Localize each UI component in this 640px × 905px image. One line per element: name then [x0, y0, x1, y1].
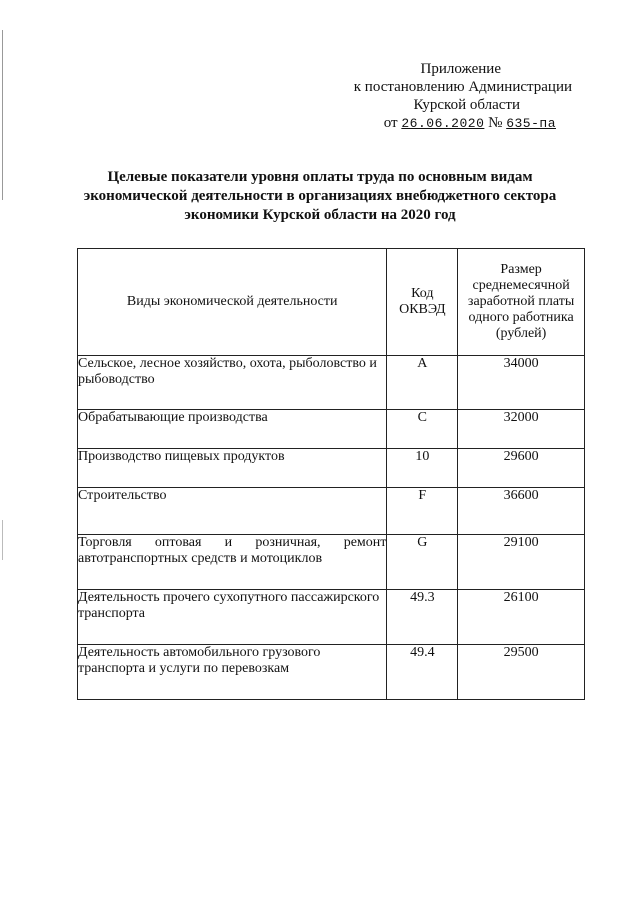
scan-edge-mark — [2, 30, 3, 200]
salary-cell: 32000 — [458, 410, 585, 449]
date-prefix: от — [383, 115, 398, 131]
activity-cell: Деятельность автомобильного грузового транспорта и услуги по перевозкам — [78, 645, 387, 700]
approval-line: Приложение — [420, 61, 501, 77]
header-activity: Виды экономической деятельности — [78, 249, 387, 356]
title-line: экономической деятельности в организациях внебюджетного сектора — [83, 188, 557, 204]
title-line: Целевые показатели уровня оплаты труда по основным видам — [107, 169, 533, 185]
salary-cell: 36600 — [458, 488, 585, 535]
code-cell: G — [387, 535, 458, 590]
activity-cell: Производство пищевых продуктов — [78, 449, 387, 488]
code-cell: C — [387, 410, 458, 449]
number-prefix: № — [488, 115, 503, 131]
code-cell: A — [387, 356, 458, 410]
table-row — [78, 410, 585, 449]
approval-block — [330, 60, 590, 133]
approval-date: 26.06.2020 — [401, 116, 485, 131]
activity-cell: Обрабатывающие производства — [78, 410, 387, 449]
salary-cell: 29100 — [458, 535, 585, 590]
table-row — [78, 535, 585, 590]
header-salary: Размер среднемесячной заработной платы одного работника (рублей) — [458, 249, 585, 356]
code-cell: 49.3 — [387, 590, 458, 645]
title-line: экономики Курской области на 2020 год — [184, 207, 456, 223]
activity-cell: Сельское, лесное хозяйство, охота, рыболовство и рыбоводство — [78, 356, 387, 410]
salary-targets-table — [77, 248, 585, 700]
table-row — [78, 590, 585, 645]
activity-cell: Деятельность прочего сухопутного пассажирского транспорта — [78, 590, 387, 645]
table-row — [78, 356, 585, 410]
table-row — [78, 645, 585, 700]
code-cell: 10 — [387, 449, 458, 488]
table-row — [78, 488, 585, 535]
code-cell: F — [387, 488, 458, 535]
salary-cell: 26100 — [458, 590, 585, 645]
approval-number: 635-па — [506, 116, 556, 131]
approval-line: к постановлению Администрации — [353, 79, 572, 95]
header-code: Код ОКВЭД — [387, 249, 458, 356]
scan-edge-mark — [2, 520, 3, 560]
salary-cell: 29600 — [458, 449, 585, 488]
activity-cell: Строительство — [78, 488, 387, 535]
table-header-row — [78, 249, 585, 356]
code-cell: 49.4 — [387, 645, 458, 700]
activity-cell: Торговля оптовая и розничная, ремонт автотранспортных средств и мотоциклов — [78, 535, 387, 590]
salary-cell: 29500 — [458, 645, 585, 700]
table-row — [78, 449, 585, 488]
document-title — [60, 168, 580, 225]
approval-date-line — [330, 114, 590, 133]
salary-cell: 34000 — [458, 356, 585, 410]
approval-line: Курской области — [413, 97, 520, 113]
